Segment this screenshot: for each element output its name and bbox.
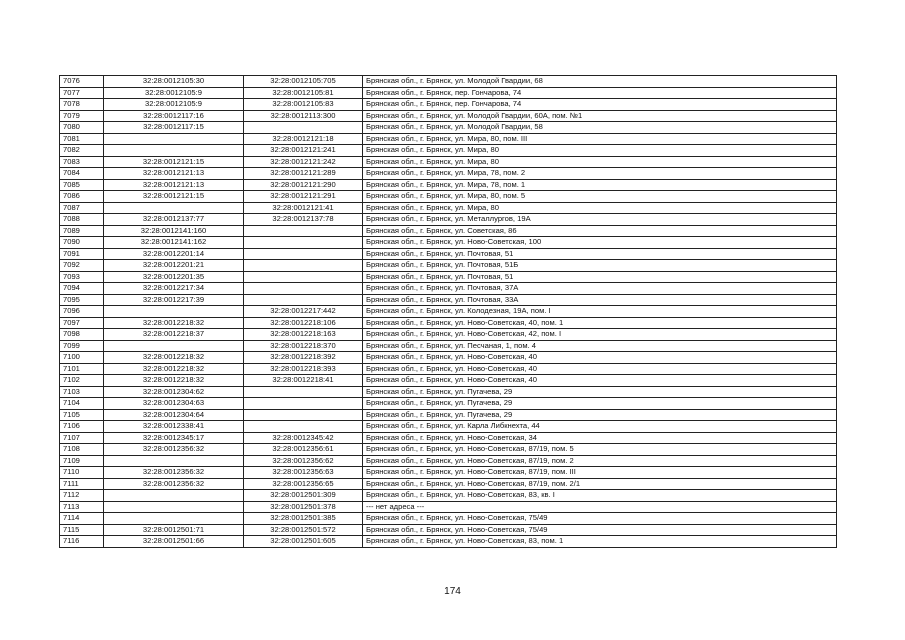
land-cadastral-number-cell: 32:28:0012356:32 (104, 478, 244, 490)
address-cell: Брянская обл., г. Брянск, ул. Ново-Советская, 87/19, пом. 2 (363, 455, 837, 467)
land-cadastral-number-cell: 32:28:0012356:32 (104, 467, 244, 479)
table-row (60, 306, 837, 318)
table-row (60, 386, 837, 398)
table-row (60, 76, 837, 88)
table-row (60, 271, 837, 283)
object-cadastral-number-cell: 32:28:0012218:392 (244, 352, 363, 364)
row-number-cell: 7083 (60, 156, 104, 168)
object-cadastral-number-cell: 32:28:0012218:41 (244, 375, 363, 387)
address-cell: Брянская обл., г. Брянск, ул. Ново-Советская, 83, кв. I (363, 490, 837, 502)
address-cell: Брянская обл., г. Брянск, ул. Ново-Советская, 40 (363, 363, 837, 375)
object-cadastral-number-cell (244, 409, 363, 421)
land-cadastral-number-cell: 32:28:0012218:32 (104, 375, 244, 387)
table-row (60, 110, 837, 122)
address-cell: Брянская обл., г. Брянск, ул. Почтовая, 51 (363, 271, 837, 283)
address-cell: Брянская обл., г. Брянск, ул. Ново-Советская, 42, пом. I (363, 329, 837, 341)
row-number-cell: 7091 (60, 248, 104, 260)
object-cadastral-number-cell: 32:28:0012356:63 (244, 467, 363, 479)
address-cell: Брянская обл., г. Брянск, ул. Карла Либкнехта, 44 (363, 421, 837, 433)
address-cell: Брянская обл., г. Брянск, ул. Ново-Советская, 34 (363, 432, 837, 444)
table-row (60, 329, 837, 341)
row-number-cell: 7109 (60, 455, 104, 467)
object-cadastral-number-cell (244, 248, 363, 260)
land-cadastral-number-cell (104, 455, 244, 467)
object-cadastral-number-cell: 32:28:0012121:241 (244, 145, 363, 157)
address-cell: Брянская обл., г. Брянск, ул. Колодезная, 19А, пом. I (363, 306, 837, 318)
object-cadastral-number-cell: 32:28:0012356:65 (244, 478, 363, 490)
table-row (60, 501, 837, 513)
row-number-cell: 7087 (60, 202, 104, 214)
registry-table-body (60, 76, 837, 548)
object-cadastral-number-cell: 32:28:0012218:370 (244, 340, 363, 352)
address-cell: Брянская обл., г. Брянск, ул. Почтовая, 51Б (363, 260, 837, 272)
object-cadastral-number-cell (244, 271, 363, 283)
table-row (60, 179, 837, 191)
land-cadastral-number-cell: 32:28:0012338:41 (104, 421, 244, 433)
address-cell: Брянская обл., г. Брянск, ул. Ново-Советская, 75/49 (363, 524, 837, 536)
address-cell: Брянская обл., г. Брянск, ул. Молодой Гвардии, 60А, пом. №1 (363, 110, 837, 122)
object-cadastral-number-cell (244, 122, 363, 134)
row-number-cell: 7077 (60, 87, 104, 99)
object-cadastral-number-cell: 32:28:0012356:61 (244, 444, 363, 456)
table-row (60, 478, 837, 490)
object-cadastral-number-cell (244, 260, 363, 272)
object-cadastral-number-cell: 32:28:0012217:442 (244, 306, 363, 318)
object-cadastral-number-cell (244, 421, 363, 433)
address-cell: Брянская обл., г. Брянск, ул. Пугачева, 29 (363, 398, 837, 410)
table-row (60, 536, 837, 548)
address-cell: Брянская обл., г. Брянск, пер. Гончарова, 74 (363, 87, 837, 99)
object-cadastral-number-cell (244, 283, 363, 295)
object-cadastral-number-cell: 32:28:0012501:572 (244, 524, 363, 536)
address-cell: Брянская обл., г. Брянск, ул. Мира, 78, пом. 1 (363, 179, 837, 191)
row-number-cell: 7090 (60, 237, 104, 249)
object-cadastral-number-cell: 32:28:0012501:605 (244, 536, 363, 548)
land-cadastral-number-cell: 32:28:0012105:9 (104, 99, 244, 111)
land-cadastral-number-cell (104, 490, 244, 502)
land-cadastral-number-cell: 32:28:0012304:64 (104, 409, 244, 421)
table-row (60, 225, 837, 237)
table-row (60, 283, 837, 295)
object-cadastral-number-cell: 32:28:0012121:290 (244, 179, 363, 191)
land-cadastral-number-cell: 32:28:0012117:16 (104, 110, 244, 122)
object-cadastral-number-cell: 32:28:0012137:78 (244, 214, 363, 226)
land-cadastral-number-cell (104, 202, 244, 214)
row-number-cell: 7078 (60, 99, 104, 111)
row-number-cell: 7082 (60, 145, 104, 157)
land-cadastral-number-cell: 32:28:0012304:62 (104, 386, 244, 398)
address-cell: Брянская обл., г. Брянск, ул. Мира, 80 (363, 145, 837, 157)
land-cadastral-number-cell (104, 133, 244, 145)
table-row (60, 99, 837, 111)
row-number-cell: 7112 (60, 490, 104, 502)
table-row (60, 352, 837, 364)
address-cell: Брянская обл., г. Брянск, ул. Ново-Советская, 87/19, пом. 5 (363, 444, 837, 456)
table-row (60, 156, 837, 168)
object-cadastral-number-cell: 32:28:0012105:81 (244, 87, 363, 99)
row-number-cell: 7113 (60, 501, 104, 513)
object-cadastral-number-cell (244, 398, 363, 410)
table-row (60, 202, 837, 214)
page-number: 174 (444, 586, 461, 597)
table-row (60, 421, 837, 433)
land-cadastral-number-cell: 32:28:0012141:160 (104, 225, 244, 237)
row-number-cell: 7102 (60, 375, 104, 387)
object-cadastral-number-cell: 32:28:0012121:242 (244, 156, 363, 168)
address-cell: Брянская обл., г. Брянск, ул. Пугачева, 29 (363, 386, 837, 398)
object-cadastral-number-cell: 32:28:0012218:163 (244, 329, 363, 341)
land-cadastral-number-cell (104, 340, 244, 352)
object-cadastral-number-cell: 32:28:0012218:106 (244, 317, 363, 329)
row-number-cell: 7099 (60, 340, 104, 352)
row-number-cell: 7114 (60, 513, 104, 525)
land-cadastral-number-cell: 32:28:0012141:162 (104, 237, 244, 249)
address-cell: Брянская обл., г. Брянск, ул. Песчаная, 1, пом. 4 (363, 340, 837, 352)
row-number-cell: 7080 (60, 122, 104, 134)
land-cadastral-number-cell: 32:28:0012218:37 (104, 329, 244, 341)
row-number-cell: 7086 (60, 191, 104, 203)
address-cell: Брянская обл., г. Брянск, ул. Почтовая, 33А (363, 294, 837, 306)
table-row (60, 455, 837, 467)
object-cadastral-number-cell: 32:28:0012501:385 (244, 513, 363, 525)
table-row (60, 398, 837, 410)
table-row (60, 191, 837, 203)
object-cadastral-number-cell: 32:28:0012121:41 (244, 202, 363, 214)
address-cell: Брянская обл., г. Брянск, ул. Мира, 78, пом. 2 (363, 168, 837, 180)
table-row (60, 168, 837, 180)
address-cell: Брянская обл., г. Брянск, ул. Ново-Советская, 40 (363, 352, 837, 364)
address-cell: Брянская обл., г. Брянск, пер. Гончарова, 74 (363, 99, 837, 111)
object-cadastral-number-cell: 32:28:0012356:62 (244, 455, 363, 467)
land-cadastral-number-cell: 32:28:0012218:32 (104, 352, 244, 364)
table-row (60, 214, 837, 226)
address-cell: Брянская обл., г. Брянск, ул. Советская, 86 (363, 225, 837, 237)
row-number-cell: 7107 (60, 432, 104, 444)
land-cadastral-number-cell: 32:28:0012137:77 (104, 214, 244, 226)
object-cadastral-number-cell (244, 294, 363, 306)
row-number-cell: 7110 (60, 467, 104, 479)
row-number-cell: 7108 (60, 444, 104, 456)
object-cadastral-number-cell: 32:28:0012105:705 (244, 76, 363, 88)
table-row (60, 444, 837, 456)
land-cadastral-number-cell: 32:28:0012105:9 (104, 87, 244, 99)
row-number-cell: 7095 (60, 294, 104, 306)
address-cell: Брянская обл., г. Брянск, ул. Молодой Гвардии, 68 (363, 76, 837, 88)
object-cadastral-number-cell (244, 237, 363, 249)
row-number-cell: 7084 (60, 168, 104, 180)
address-cell: Брянская обл., г. Брянск, ул. Почтовая, 51 (363, 248, 837, 260)
row-number-cell: 7100 (60, 352, 104, 364)
land-cadastral-number-cell: 32:28:0012356:32 (104, 444, 244, 456)
land-cadastral-number-cell: 32:28:0012217:39 (104, 294, 244, 306)
object-cadastral-number-cell: 32:28:0012501:309 (244, 490, 363, 502)
table-row (60, 490, 837, 502)
row-number-cell: 7111 (60, 478, 104, 490)
land-cadastral-number-cell (104, 306, 244, 318)
object-cadastral-number-cell: 32:28:0012501:378 (244, 501, 363, 513)
land-cadastral-number-cell: 32:28:0012501:66 (104, 536, 244, 548)
land-cadastral-number-cell: 32:28:0012218:32 (104, 317, 244, 329)
land-cadastral-number-cell: 32:28:0012304:63 (104, 398, 244, 410)
table-row (60, 294, 837, 306)
table-row (60, 363, 837, 375)
row-number-cell: 7116 (60, 536, 104, 548)
row-number-cell: 7094 (60, 283, 104, 295)
table-row (60, 122, 837, 134)
object-cadastral-number-cell (244, 386, 363, 398)
object-cadastral-number-cell: 32:28:0012218:393 (244, 363, 363, 375)
row-number-cell: 7089 (60, 225, 104, 237)
object-cadastral-number-cell: 32:28:0012121:289 (244, 168, 363, 180)
address-cell: Брянская обл., г. Брянск, ул. Ново-Советская, 87/19, пом. III (363, 467, 837, 479)
address-cell: Брянская обл., г. Брянск, ул. Пугачева, 29 (363, 409, 837, 421)
address-cell: Брянская обл., г. Брянск, ул. Мира, 80 (363, 202, 837, 214)
table-row (60, 260, 837, 272)
row-number-cell: 7103 (60, 386, 104, 398)
row-number-cell: 7093 (60, 271, 104, 283)
table-row (60, 409, 837, 421)
address-cell: Брянская обл., г. Брянск, ул. Ново-Советская, 87/19, пом. 2/1 (363, 478, 837, 490)
object-cadastral-number-cell: 32:28:0012345:42 (244, 432, 363, 444)
row-number-cell: 7106 (60, 421, 104, 433)
land-cadastral-number-cell: 32:28:0012217:34 (104, 283, 244, 295)
address-cell: Брянская обл., г. Брянск, ул. Почтовая, 37А (363, 283, 837, 295)
land-cadastral-number-cell: 32:28:0012121:15 (104, 191, 244, 203)
object-cadastral-number-cell: 32:28:0012113:300 (244, 110, 363, 122)
table-row (60, 524, 837, 536)
row-number-cell: 7092 (60, 260, 104, 272)
address-cell: Брянская обл., г. Брянск, ул. Ново-Советская, 40 (363, 375, 837, 387)
land-cadastral-number-cell: 32:28:0012218:32 (104, 363, 244, 375)
table-row (60, 340, 837, 352)
land-cadastral-number-cell: 32:28:0012121:15 (104, 156, 244, 168)
land-cadastral-number-cell: 32:28:0012105:30 (104, 76, 244, 88)
object-cadastral-number-cell: 32:28:0012121:18 (244, 133, 363, 145)
table-row (60, 467, 837, 479)
address-cell: --- нет адреса --- (363, 501, 837, 513)
row-number-cell: 7105 (60, 409, 104, 421)
table-row (60, 237, 837, 249)
land-cadastral-number-cell (104, 513, 244, 525)
table-row (60, 317, 837, 329)
row-number-cell: 7081 (60, 133, 104, 145)
address-cell: Брянская обл., г. Брянск, ул. Ново-Советская, 40, пом. 1 (363, 317, 837, 329)
object-cadastral-number-cell: 32:28:0012105:83 (244, 99, 363, 111)
address-cell: Брянская обл., г. Брянск, ул. Мира, 80 (363, 156, 837, 168)
row-number-cell: 7096 (60, 306, 104, 318)
object-cadastral-number-cell: 32:28:0012121:291 (244, 191, 363, 203)
address-cell: Брянская обл., г. Брянск, ул. Металлургов, 19А (363, 214, 837, 226)
address-cell: Брянская обл., г. Брянск, ул. Молодой Гвардии, 58 (363, 122, 837, 134)
land-cadastral-number-cell (104, 501, 244, 513)
table-row (60, 145, 837, 157)
land-cadastral-number-cell: 32:28:0012117:15 (104, 122, 244, 134)
table-row (60, 375, 837, 387)
row-number-cell: 7088 (60, 214, 104, 226)
row-number-cell: 7104 (60, 398, 104, 410)
address-cell: Брянская обл., г. Брянск, ул. Ново-Советская, 75/49 (363, 513, 837, 525)
land-cadastral-number-cell: 32:28:0012201:14 (104, 248, 244, 260)
land-cadastral-number-cell (104, 145, 244, 157)
row-number-cell: 7098 (60, 329, 104, 341)
table-row (60, 513, 837, 525)
land-cadastral-number-cell: 32:28:0012501:71 (104, 524, 244, 536)
table-row (60, 87, 837, 99)
row-number-cell: 7079 (60, 110, 104, 122)
table-row (60, 248, 837, 260)
address-cell: Брянская обл., г. Брянск, ул. Ново-Советская, 100 (363, 237, 837, 249)
land-cadastral-number-cell: 32:28:0012121:13 (104, 179, 244, 191)
land-cadastral-number-cell: 32:28:0012121:13 (104, 168, 244, 180)
row-number-cell: 7097 (60, 317, 104, 329)
land-cadastral-number-cell: 32:28:0012201:21 (104, 260, 244, 272)
address-cell: Брянская обл., г. Брянск, ул. Мира, 80, пом. 5 (363, 191, 837, 203)
row-number-cell: 7085 (60, 179, 104, 191)
row-number-cell: 7115 (60, 524, 104, 536)
table-row (60, 432, 837, 444)
address-cell: Брянская обл., г. Брянск, ул. Мира, 80, пом. III (363, 133, 837, 145)
address-cell: Брянская обл., г. Брянск, ул. Ново-Советская, 83, пом. 1 (363, 536, 837, 548)
registry-table (59, 75, 837, 548)
land-cadastral-number-cell: 32:28:0012201:35 (104, 271, 244, 283)
row-number-cell: 7076 (60, 76, 104, 88)
row-number-cell: 7101 (60, 363, 104, 375)
land-cadastral-number-cell: 32:28:0012345:17 (104, 432, 244, 444)
object-cadastral-number-cell (244, 225, 363, 237)
table-row (60, 133, 837, 145)
